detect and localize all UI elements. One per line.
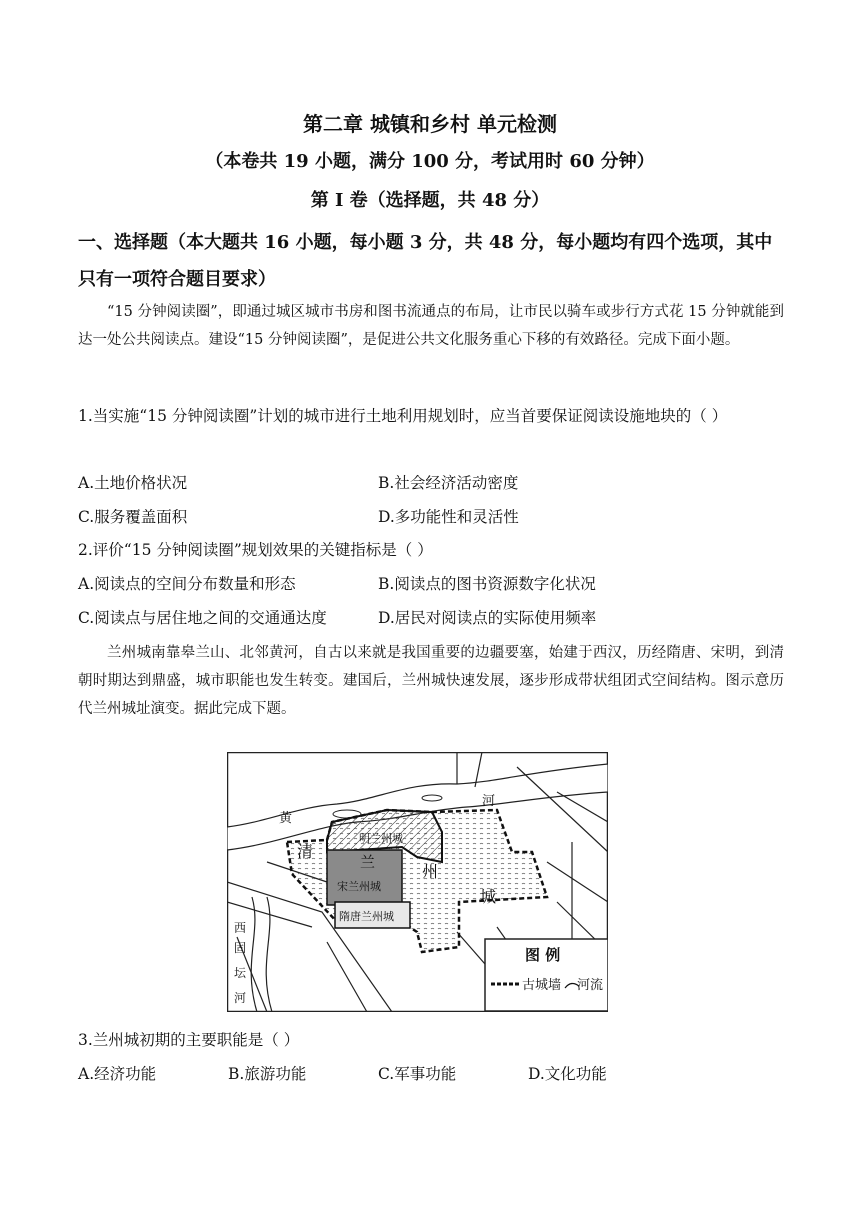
map-legend: [485, 939, 608, 1011]
lanzhou-city-map: [227, 752, 608, 1012]
volume-heading: 第 I 卷（选择题，共 48 分）: [310, 190, 550, 211]
q2-option-b: B.阅读点的图书资源数字化状况: [378, 575, 596, 593]
question-1-stem: 1.当实施“15 分钟阅读圈”计划的城市进行土地利用规划时，应当首要保证阅读设施地块的（ ）: [78, 407, 728, 425]
page-title: 第二章 城镇和乡村 单元检测: [303, 112, 557, 136]
label-qing: 清: [297, 842, 314, 861]
river-island: [422, 795, 442, 801]
question-3-stem: 3.兰州城初期的主要职能是（ ）: [78, 1031, 300, 1049]
legend-river-label: 河流: [577, 978, 604, 993]
q1-option-b: B.社会经济活动密度: [378, 474, 519, 492]
label-cheng: 城: [480, 887, 497, 906]
label-lan: 兰: [360, 853, 376, 871]
q3-option-a: A.经济功能: [78, 1065, 157, 1083]
label-zhou: 州: [422, 862, 439, 881]
q3-option-b: B.旅游功能: [228, 1065, 307, 1083]
section-heading: 一、选择题（本大题共 16 小题，每小题 3 分，共 48 分，每小题均有四个选项，其中只有一项符合题目要求）: [78, 232, 773, 290]
label-suitang: 隋唐兰州城: [339, 910, 394, 923]
label-he2: 河: [234, 991, 247, 1005]
q1-option-c: C.服务覆盖面积: [78, 508, 188, 526]
q2-option-a: A.阅读点的空间分布数量和形态: [78, 575, 296, 593]
label-song: 宋兰州城: [337, 880, 381, 893]
question-2-stem: 2.评价“15 分钟阅读圈”规划效果的关键指标是（ ）: [78, 541, 433, 559]
label-he: 河: [482, 794, 496, 809]
label-ming: 明兰州城: [359, 832, 403, 845]
passage-reading-circle: “15 分钟阅读圈”，即通过城区城市书房和图书流通点的布局，让市民以骑车或步行方式花 15 分钟就能到达一处公共阅读点。建设“15 分钟阅读圈”，是促进公共文化服务重心下移的有效路径。完成下面小题。: [78, 304, 784, 348]
label-xi: 西: [234, 921, 247, 935]
passage-lanzhou: 兰州城南靠皋兰山、北邻黄河，自古以来就是我国重要的边疆要塞，始建于西汉，历经隋唐、宋明，到清朝时期达到鼎盛，城市职能也发生转变。建国后，兰州城快速发展，逐步形成带状组团式空间结构。图示意历代兰州城址演变。据此完成下题。: [78, 645, 784, 717]
label-huang: 黄: [279, 811, 293, 826]
q3-option-d: D.文化功能: [528, 1065, 607, 1083]
q1-option-d: D.多功能性和灵活性: [378, 508, 519, 526]
legend-wall-label: 古城墙: [522, 978, 562, 993]
label-gu: 固: [234, 941, 247, 955]
q3-option-c: C.军事功能: [378, 1065, 457, 1083]
q2-option-d: D.居民对阅读点的实际使用频率: [378, 609, 597, 627]
legend-title: 图 例: [525, 946, 561, 964]
q2-option-c: C.阅读点与居住地之间的交通通达度: [78, 609, 327, 627]
q1-option-a: A.土地价格状况: [78, 474, 188, 492]
exam-info: （本卷共 19 小题，满分 100 分，考试用时 60 分钟）: [205, 151, 655, 172]
label-tan: 坛: [234, 966, 247, 980]
